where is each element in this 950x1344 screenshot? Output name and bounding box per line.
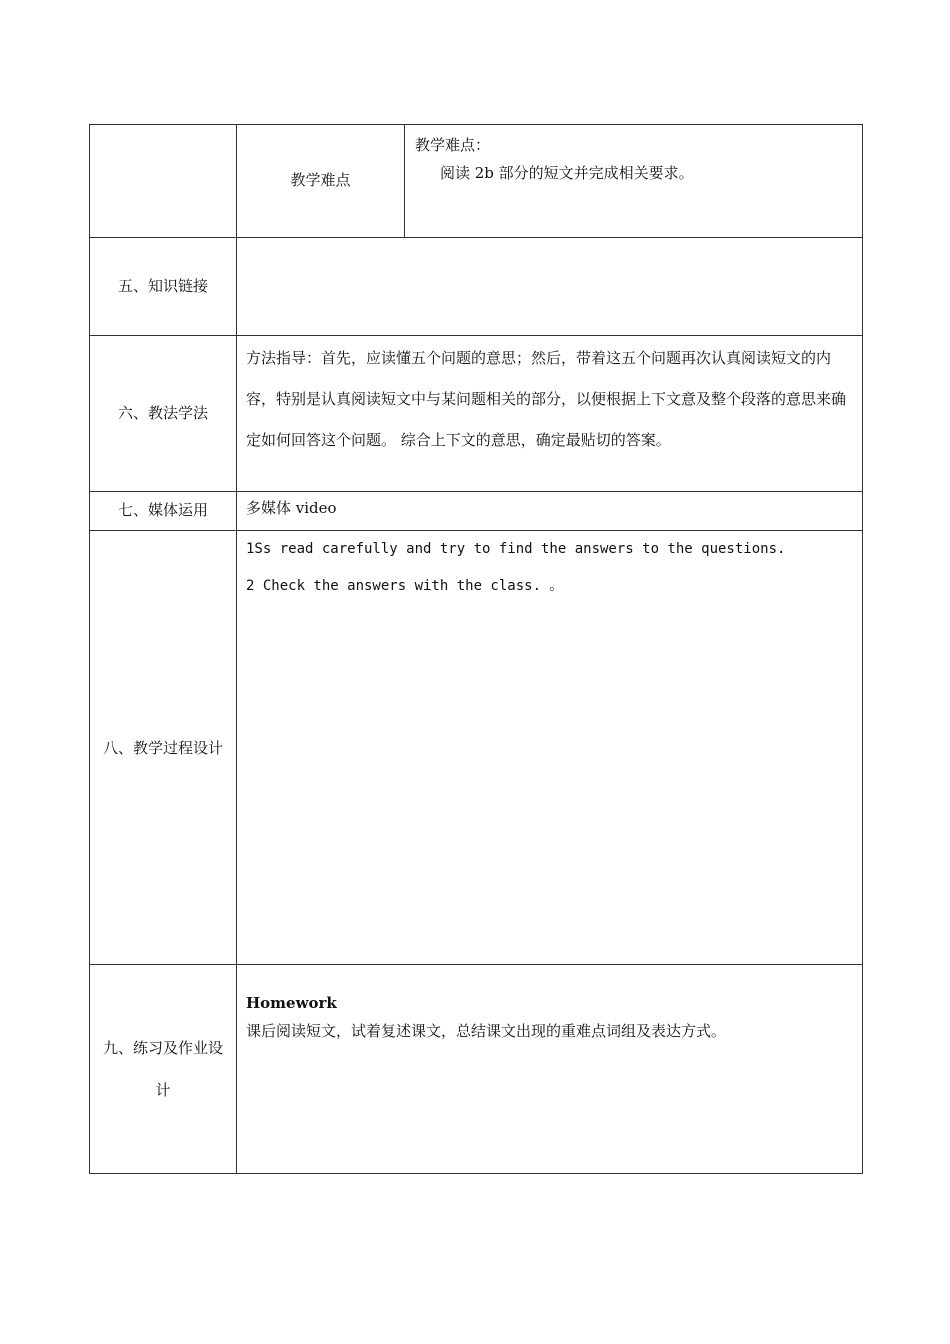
homework-design-content-cell [237,965,863,1174]
row-label-empty [90,125,237,238]
teaching-difficulty-heading: 教学难点： [415,136,491,154]
teaching-method-content-cell [237,336,863,492]
teaching-process-content-cell [237,531,863,965]
teaching-difficulty-label [237,125,405,238]
media-use-content-cell [237,492,863,531]
knowledge-link-label-text: 五、知识链接 [117,276,208,295]
teaching-method-text: 方法指导：首先，应读懂五个问题的意思；然后，带着这五个问题再次认真阅读短文的内容，特别是认真阅读短文中与某问题相关的部分，以便根据上下文意及整个段落的意思来确定如何回答这个问题。 综合上下文的意思，确定最贴切的答案。 [246,349,847,449]
row-knowledge-link [90,238,863,336]
teaching-process-label-text: 八、教学过程设计 [102,738,223,757]
teaching-process-label [90,531,237,965]
media-use-text: 多媒体 video [246,499,337,517]
row-teaching-method [90,336,863,492]
teaching-method-label-text: 六、教法学法 [117,403,208,422]
lesson-plan-table [89,124,863,1174]
knowledge-link-label [90,238,237,336]
homework-design-label [90,965,237,1174]
teaching-difficulty-content-cell [405,125,863,238]
homework-design-label-text: 九、练习及作业设计 [102,1039,223,1099]
row-teaching-difficulty [90,125,863,238]
teaching-difficulty-label-text: 教学难点 [290,171,351,190]
teaching-process-step: 2 Check the answers with the class. 。 [246,578,564,594]
row-teaching-process [90,531,863,965]
media-use-label-text: 七、媒体运用 [117,501,208,520]
knowledge-link-content [237,238,863,336]
row-homework-design [90,965,863,1174]
homework-text: 课后阅读短文，试着复述课文，总结课文出现的重难点词组及表达方式。 [246,1022,727,1040]
teaching-method-label [90,336,237,492]
row-media-use [90,492,863,531]
teaching-difficulty-text: 阅读 2b 部分的短文并完成相关要求。 [440,164,694,182]
media-use-label [90,492,237,531]
homework-title: Homework [246,994,337,1012]
teaching-process-step: 1Ss read carefully and try to find the answers to the questions. [246,541,786,557]
